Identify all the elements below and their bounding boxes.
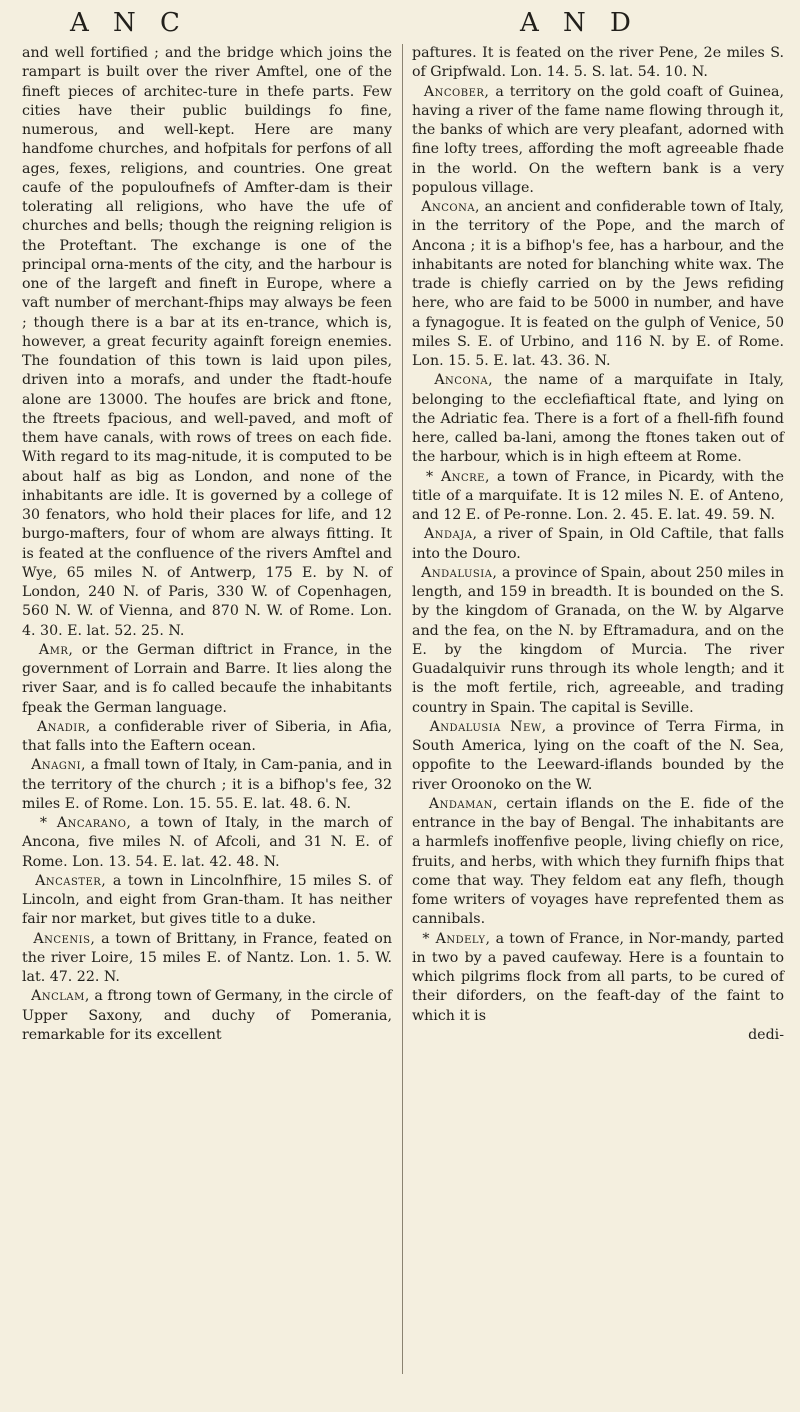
right-column (412, 44, 784, 1045)
entry-headword: Ancenis, (33, 930, 96, 947)
running-header (0, 8, 800, 46)
entry-headword: Andalusia, (421, 564, 498, 581)
entry-headword: Anclam, (31, 988, 90, 1005)
entry: * Andely, a town of France, in Nor-mandy, parted in two by a paved caufeway. Here is a fountain to which pilgrims flock from all parts, to be cured of their diforders, on the feaft-day of the faint to which it is (412, 930, 784, 1024)
entry-headword: Ancaster, (35, 872, 107, 889)
running-head-left: A N C (70, 8, 188, 38)
entry: Andalusia New, a province of Terra Firma, in South America, lying on the coaft of the N. Sea, oppofite to the Leeward-iflands bounded by the river Oroonoko on the W. (412, 718, 784, 793)
entry: Anagni, a fmall town of Italy, in Cam-pania, and in the territory of the church ; it is a bifhop's fee, 32 miles E. of Rome. Lon. 15. 55. E. lat. 48. 6. N. (22, 757, 392, 812)
entry-headword: Ancona, (434, 372, 494, 389)
entry-headword: Andaman, (428, 795, 498, 812)
entry: and well fortified ; and the bridge which joins the rampart is built over the river Amftel, one of the fineft pieces of architec-ture in thefe parts. Few cities have their public buildings fo fine, numerous, and well-kept. Here are many handfome churches, and hofpitals for perfons of all ages, fexes, religions, and countries. One great caufe of the populoufnefs of Amfter-dam is their tolerating all religions, who have the ufe of churches and bells; though the reigning religion is the Proteftant. The exchange is one of the principal orna-ments of the city, and the harbour is one of the largeft and fineft in Europe, where a vaft number of merchant-fhips may always be feen ; though there is a bar at its en-trance, which is, however, a great fecurity againft foreign enemies. The foundation of this town is laid upon piles, driven into a morafs, and under the ftadt-houfe alone are 13000. The houfes are brick and ftone, the ftreets fpacious, and well-paved, and moft of them have canals, with rows of trees on each fide. With regard to its mag-nitude, it is computed to be about half as big as London, and none of the inhabitants are idle. It is governed by a college of 30 fenators, who hold their places for life, and 12 burgo-mafters, four of whom are always fitting. It is feated at the confluence of the rivers Amftel and Wye, 65 miles N. of Antwerp, 175 E. by N. of London, 240 N. of Paris, 330 W. of Copenhagen, 560 N. W. of Vienna, and 870 N. W. of Rome. Lon. 4. 30. E. lat. 52. 25. N. (22, 45, 392, 639)
column-divider (402, 44, 403, 1374)
catchword: dedi- (748, 1026, 784, 1043)
entry-headword: Anadir, (37, 718, 91, 735)
entry-headword: Ancona, (421, 199, 481, 215)
entry: * Ancarano, a town of Italy, in the march of Ancona, five miles N. of Afcoli, and 31 N. E. of Rome. Lon. 13. 54. E. lat. 42. 48. N. (22, 815, 392, 870)
entry-headword: * Andely, (422, 930, 491, 947)
entry-headword: Anagni, (31, 757, 87, 774)
entry: Anadir, a confiderable river of Siberia, in Afia, that falls into the Eaftern ocean. (22, 718, 392, 754)
entry-headword: * Ancre, (425, 468, 490, 485)
entry-headword: Amr, (38, 641, 74, 658)
entry: Andaman, certain iflands on the E. fide of the entrance in the bay of Bengal. The inhabitants are a harmlefs inoffenfive people, living chiefly on rice, fruits, and herbs, with which they furnifh fhips that come that way. They feldom eat any flefh, though fome writers of voyages have reprefented them as cannibals. (412, 795, 784, 928)
entry: Andaja, a river of Spain, in Old Caftile, that falls into the Douro. (412, 526, 784, 562)
entry: Ancenis, a town of Brittany, in France, feated on the river Loire, 15 miles E. of Nantz. Lon. 1. 5. W. lat. 47. 22. N. (22, 930, 392, 985)
entry-headword: Andaja, (424, 526, 478, 543)
entry: Amr, or the German diftrict in France, in the government of Lorrain and Barre. It lies along the river Saar, and is fo called becaufe the inhabitants fpeak the German language. (22, 641, 392, 716)
entry: Ancaster, a town in Lincolnfhire, 15 miles S. of Lincoln, and eight from Gran-tham. It has neither fair nor market, but gives title to a duke. (22, 872, 392, 928)
left-column (22, 44, 392, 1045)
entry: paftures. It is feated on the river Pene, 2e miles S. of Gripfwald. Lon. 14. 5. S. lat. 54. 10. N. (412, 45, 784, 81)
entry: Ancober, a territory on the gold coaft of Guinea, having a river of the fame name flowing through it, the banks of which are very pleafant, adorned with fine lofty trees, affording the moft agreeable fhade in the world. On the weftern bank is a very populous village. (412, 83, 784, 196)
entry-headword: * Ancarano, (39, 815, 132, 831)
entry-headword: Andalusia New, (429, 718, 547, 735)
running-head-right: A N D (520, 8, 639, 38)
entry: Ancona, an ancient and confiderable town of Italy, in the territory of the Pope, and the march of Ancona ; it is a bifhop's fee, has a harbour, and the inhabitants are noted for blanching white wax. The trade is chiefly carried on by the Jews refiding here, who are faid to be 5000 in number, and have a fynagogue. It is feated on the gulph of Venice, 50 miles S. E. of Urbino, and 116 N. by E. of Rome. Lon. 15. 5. E. lat. 43. 36. N. (412, 199, 784, 369)
entry: Andalusia, a province of Spain, about 250 miles in length, and 159 in breadth. It is bounded on the S. by the kingdom of Granada, on the W. by Algarve and the fea, on the N. by Eftramadura, and on the E. by the kingdom of Murcia. The river Guadalquivir runs through its whole length; and it is the moft fertile, rich, agreeable, and trading country in Spain. The capital is Seville. (412, 564, 784, 716)
entry: Anclam, a ftrong town of Germany, in the circle of Upper Saxony, and duchy of Pomerania, remarkable for its excellent (22, 988, 392, 1043)
entry: Ancona, the name of a marquifate in Italy, belonging to the ecclefiaftical ftate, and lying on the Adriatic fea. There is a fort of a fhell-fifh found here, called ba-lani, among the ftones taken out of the harbour, which is in high efteem at Rome. (412, 372, 784, 466)
entry-headword: Ancober, (423, 83, 490, 100)
entry: * Ancre, a town of France, in Picardy, with the title of a marquifate. It is 12 miles N. E. of Anteno, and 12 E. of Pe-ronne. Lon. 2. 45. E. lat. 49. 59. N. (412, 468, 784, 523)
